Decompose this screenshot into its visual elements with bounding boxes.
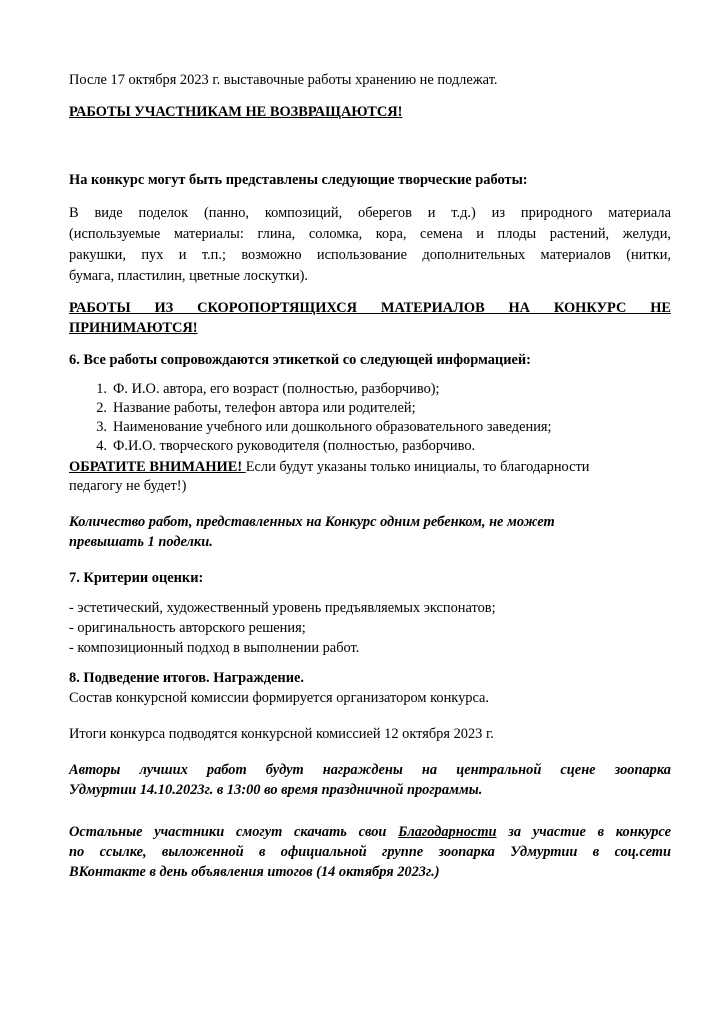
- attention-label: ОБРАТИТЕ ВНИМАНИЕ!: [69, 459, 246, 475]
- certificates-link-word: Благодарности: [398, 824, 497, 840]
- criteria-item: - эстетический, художественный уровень предъявляемых экспонатов;: [69, 600, 496, 616]
- certificates-text: Остальные участники смогут скачать свои: [69, 824, 399, 840]
- list-item: [69, 437, 671, 456]
- list-item-number: 3.: [96, 419, 107, 435]
- list-item-text: Наименование учебного или дошкольного образовательного заведения;: [113, 419, 552, 435]
- certificates-text: за участие в конкурсе: [496, 824, 671, 840]
- allowed-works-description: [69, 203, 671, 287]
- award-line: Авторы лучших работ будут награждены на центральной сцене зоопарка: [69, 762, 671, 778]
- works-limit-note: [69, 512, 671, 552]
- limit-line: превышать 1 поделки.: [69, 534, 213, 550]
- description-line: В виде поделок (панно, композиций, оберегов и т.д.) из природного материала: [69, 205, 671, 221]
- perishable-line: РАБОТЫ ИЗ СКОРОПОРТЯЩИХСЯ МАТЕРИАЛОВ НА КОНКУРС НЕ: [69, 300, 671, 316]
- results-date-note: Итоги конкурса подводятся конкурсной комиссией 12 октября 2023 г.: [69, 726, 494, 742]
- list-item-number: 4.: [96, 438, 107, 454]
- list-item-text: Ф. И.О. автора, его возраст (полностью, разборчиво);: [113, 381, 440, 397]
- label-info-list: [69, 380, 671, 456]
- list-item-text: Ф.И.О. творческого руководителя (полностью, разборчиво.: [113, 438, 476, 454]
- section-7-heading: 7. Критерии оценки:: [69, 570, 204, 586]
- certificates-line: по ссылке, выложенной в официальной группе зоопарка Удмуртии в соц.сети: [69, 844, 671, 860]
- criteria-item: - композиционный подход в выполнении работ.: [69, 640, 360, 656]
- no-return-notice: РАБОТЫ УЧАСТНИКАМ НЕ ВОЗВРАЩАЮТСЯ!: [69, 104, 403, 120]
- criteria-item: - оригинальность авторского решения;: [69, 620, 306, 636]
- award-note: [69, 760, 671, 800]
- criteria-list: [69, 598, 671, 658]
- attention-text: Если будут указаны только инициалы, то благодарности: [245, 459, 590, 475]
- description-line: ракушки, пух и т.п.; возможно использование дополнительных материалов (нитки,: [69, 247, 671, 263]
- list-item-number: 2.: [96, 400, 107, 416]
- perishable-notice: [69, 298, 671, 338]
- attention-text: педагогу не будет!): [69, 478, 187, 494]
- storage-note: После 17 октября 2023 г. выставочные работы хранению не подлежат.: [69, 72, 498, 88]
- section-8-heading: 8. Подведение итогов. Награждение.: [69, 670, 304, 686]
- certificates-line: ВКонтакте в день объявления итогов (14 октября 2023г.): [69, 864, 440, 880]
- list-item: [69, 380, 671, 399]
- section-6-heading: 6. Все работы сопровождаются этикеткой со следующей информацией:: [69, 352, 531, 368]
- perishable-line: ПРИНИМАЮТСЯ!: [69, 320, 198, 336]
- commission-note: Состав конкурсной комиссии формируется организатором конкурса.: [69, 690, 490, 706]
- certificates-note: [69, 822, 671, 882]
- attention-notice: [69, 458, 671, 496]
- award-line: Удмуртии 14.10.2023г. в 13:00 во время праздничной программы.: [69, 782, 483, 798]
- description-line: (используемые материалы: глина, соломка, кора, семена и плоды растений, желуди,: [69, 226, 671, 242]
- list-item: [69, 418, 671, 437]
- allowed-works-heading: На конкурс могут быть представлены следующие творческие работы:: [69, 172, 528, 188]
- description-line: бумага, пластилин, цветные лоскутки).: [69, 268, 309, 284]
- list-item-number: 1.: [96, 381, 107, 397]
- list-item-text: Название работы, телефон автора или родителей;: [113, 400, 416, 416]
- list-item: [69, 399, 671, 418]
- limit-line: Количество работ, представленных на Конкурс одним ребенком, не может: [69, 514, 555, 530]
